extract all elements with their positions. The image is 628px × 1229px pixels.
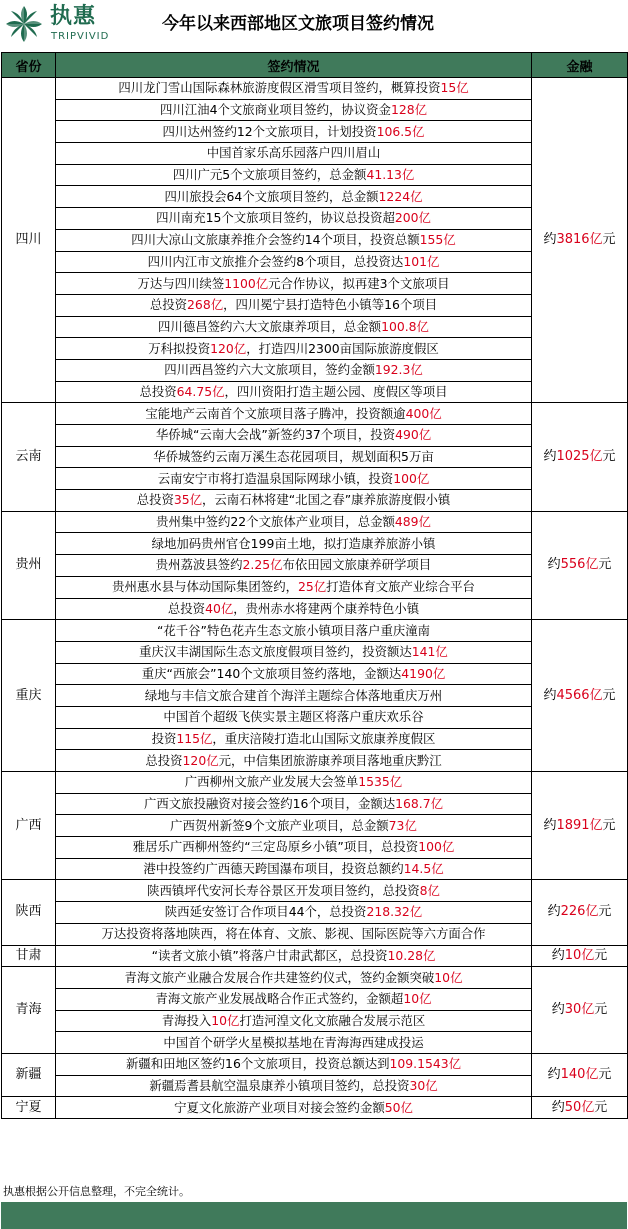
finance-amount: 30亿	[564, 1002, 595, 1018]
signing-cell	[56, 359, 532, 381]
signing-text: 华侨城“云南大会战”新签约37个项目，投资	[155, 427, 396, 443]
signing-cell	[56, 685, 532, 707]
signing-cell	[56, 164, 532, 186]
amount-highlight: 1535亿	[358, 774, 403, 790]
amount-highlight: 25亿	[298, 579, 327, 595]
signing-text: 万达投资将落地陕西，将在体育、文旅、影视、国际医院等六方面合作	[101, 926, 486, 942]
amount-highlight: 128亿	[390, 102, 427, 118]
signing-cell	[56, 945, 532, 967]
signing-cell	[56, 902, 532, 924]
finance-text: 约	[547, 557, 561, 573]
signing-text: ，云南石林将建“北国之春”康养旅游度假小镇	[202, 492, 451, 508]
signing-text: 新疆和田地区签约16个文旅项目，投资总额达到	[125, 1056, 390, 1072]
table-row	[2, 403, 628, 425]
signing-cell	[56, 576, 532, 598]
signing-text: 华侨城签约云南万溪生态花园项目，规划面积5万亩	[153, 449, 434, 465]
signing-cell	[56, 99, 532, 121]
table-row	[2, 1097, 628, 1119]
signing-text: 青海投入	[161, 1012, 212, 1028]
table-row	[2, 772, 628, 794]
brand-name-en: TRIPVIVID	[51, 31, 110, 42]
signing-text: 贵州集中签约22个文旅体产业项目，总金额	[156, 514, 395, 530]
signing-text: 总投资	[136, 492, 174, 508]
signing-text: ，打造四川2300亩国际旅游度假区	[246, 340, 439, 356]
signing-text: 贵州荔波县签约	[155, 557, 243, 573]
amount-highlight: 15亿	[440, 80, 469, 96]
signing-cell	[56, 143, 532, 165]
finance-text: 约	[543, 817, 557, 833]
finance-text: 元	[594, 1002, 608, 1018]
signing-cell	[56, 229, 532, 251]
table-row	[2, 78, 628, 100]
amount-highlight: 30亿	[409, 1077, 438, 1093]
finance-cell	[532, 772, 628, 880]
signing-cell	[56, 750, 532, 772]
amount-highlight: 268亿	[187, 297, 224, 313]
leaf-logo-icon	[4, 4, 44, 44]
table-header-row	[2, 53, 628, 78]
finance-cell	[532, 78, 628, 403]
signing-cell	[56, 1032, 532, 1054]
province-cell: 贵州	[2, 511, 56, 619]
province-cell: 云南	[2, 403, 56, 511]
page-title: 今年以来西部地区文旅项目签约情况	[162, 14, 434, 34]
signing-text: 布依田园文旅康养研学项目	[282, 557, 432, 573]
finance-text: 元	[598, 904, 612, 920]
table-row	[2, 511, 628, 533]
amount-highlight: 490亿	[395, 427, 432, 443]
finance-text: 元	[602, 449, 616, 465]
column-header-finance: 金融	[532, 53, 628, 78]
finance-text: 元	[602, 232, 616, 248]
column-header-signing: 签约情况	[56, 53, 532, 78]
table-row	[2, 967, 628, 989]
signing-text: “花千谷”特色花卉生态文旅小镇项目落户重庆潼南	[156, 622, 431, 638]
amount-highlight: 100.8亿	[381, 318, 429, 334]
signing-cell	[56, 251, 532, 273]
amount-highlight: 100亿	[418, 839, 455, 855]
finance-cell	[532, 945, 628, 967]
amount-highlight: 141亿	[411, 644, 448, 660]
signing-cell	[56, 121, 532, 143]
signing-cell	[56, 403, 532, 425]
amount-highlight: 8亿	[419, 882, 440, 898]
province-cell: 广西	[2, 772, 56, 880]
signing-text: 中国首个研学火星模拟基地在青海海西建成投运	[163, 1034, 424, 1050]
finance-cell	[532, 1097, 628, 1119]
signing-text: 四川江油4个文旅商业项目签约，协议资金	[160, 102, 391, 118]
finance-cell	[532, 403, 628, 511]
signing-text: 四川内江市文旅推介会签约8个项目，总投资达	[147, 253, 404, 269]
finance-cell	[532, 1053, 628, 1096]
finance-cell	[532, 511, 628, 619]
signing-cell	[56, 533, 532, 555]
table-row	[2, 880, 628, 902]
signing-cell	[56, 815, 532, 837]
signing-text: 四川旅投会64个文旅项目签约，总金额	[164, 188, 379, 204]
finance-amount: 4566亿	[556, 687, 603, 703]
finance-cell	[532, 880, 628, 945]
finance-text: 约	[551, 1099, 565, 1115]
finance-amount: 140亿	[560, 1067, 599, 1083]
signing-cell	[56, 880, 532, 902]
signing-text: 四川达州签约12个文旅项目，计划投资	[162, 123, 377, 139]
amount-highlight: 2.25亿	[242, 557, 283, 573]
signing-text: 总投资	[139, 383, 177, 399]
signing-text: 贵州惠水县与体动国际集团签约，	[112, 579, 298, 595]
signing-cell	[56, 511, 532, 533]
amount-highlight: 120亿	[210, 340, 247, 356]
signing-text: 广西柳州文旅产业发展大会签单	[184, 774, 359, 790]
province-cell: 重庆	[2, 620, 56, 772]
finance-text: 约	[543, 449, 557, 465]
signing-text: 绿地与丰信文旅合建首个海洋主题综合体落地重庆万州	[144, 687, 443, 703]
signing-text: 宁夏文化旅游产业项目对接会签约金额	[174, 1099, 385, 1115]
signing-cell	[56, 338, 532, 360]
finance-amount: 10亿	[564, 947, 595, 963]
finance-cell	[532, 620, 628, 772]
signing-text: 陕西镇坪代安河长寿谷景区开发项目签约，总投资	[147, 882, 420, 898]
signing-text: ，重庆涪陵打造北山国际文旅康养度假区	[212, 730, 436, 746]
finance-text: 元	[598, 1067, 612, 1083]
signing-text: ，四川冕宁县打造特色小镇等16个项目	[223, 297, 438, 313]
province-cell: 四川	[2, 78, 56, 403]
amount-highlight: 35亿	[173, 492, 203, 508]
signing-cell	[56, 1053, 532, 1075]
signing-text: 总投资	[167, 600, 206, 616]
signing-cell	[56, 490, 532, 512]
province-cell: 青海	[2, 967, 56, 1054]
signing-text: 四川广元5个文旅项目签约，总金额	[172, 167, 367, 183]
signing-text: 广西文旅投融资对接会签约16个项目，金额达	[143, 796, 396, 812]
signing-cell	[56, 294, 532, 316]
signing-text: 青海文旅产业融合发展合作共建签约仪式，签约金额突破	[124, 969, 435, 985]
signing-cell	[56, 620, 532, 642]
signing-text: 青海文旅产业发展战略合作正式签约，金额超	[155, 991, 404, 1007]
amount-highlight: 10亿	[403, 991, 432, 1007]
signing-text: “读者文旅小镇”将落户甘肃武都区，总投资	[151, 947, 388, 963]
finance-text: 约	[547, 904, 561, 920]
amount-highlight: 106.5亿	[376, 123, 425, 139]
signing-text: 陕西延安签订合作项目44个，总投资	[164, 904, 367, 920]
signing-cell	[56, 186, 532, 208]
signing-text: 中国首家乐高乐园落户四川眉山	[206, 145, 381, 161]
signing-cell	[56, 425, 532, 447]
signing-text: 四川西昌签约六大文旅项目，签约金额	[164, 362, 375, 378]
signing-text: ，贵州赤水将建两个康养特色小镇	[233, 600, 420, 616]
signing-cell	[56, 316, 532, 338]
finance-text: 约	[543, 232, 557, 248]
finance-amount: 556亿	[560, 557, 599, 573]
province-cell: 甘肃	[2, 945, 56, 967]
signing-text: 四川龙门雪山国际森林旅游度假区滑雪项目签约，概算投资	[118, 80, 441, 96]
finance-text: 约	[547, 1067, 561, 1083]
amount-highlight: 192.3亿	[374, 362, 423, 378]
amount-highlight: 489亿	[394, 514, 431, 530]
signing-cell	[56, 837, 532, 859]
signing-cell	[56, 728, 532, 750]
table-body	[2, 78, 628, 1119]
signing-text: 四川南充15个文旅项目签约，协议总投资超	[156, 210, 395, 226]
table-row	[2, 945, 628, 967]
signing-text: 投资	[151, 730, 177, 746]
finance-text: 约	[551, 947, 565, 963]
signing-cell	[56, 381, 532, 403]
finance-text: 元	[598, 557, 612, 573]
signing-text: 新疆焉耆县航空温泉康养小镇项目签约，总投资	[149, 1077, 410, 1093]
amount-highlight: 10亿	[211, 1012, 240, 1028]
finance-text: 约	[551, 1002, 565, 1018]
amount-highlight: 1100亿	[224, 275, 269, 291]
amount-highlight: 73亿	[388, 817, 417, 833]
signing-text: 总投资	[149, 297, 188, 313]
signing-cell	[56, 446, 532, 468]
signing-cell	[56, 273, 532, 295]
amount-highlight: 40亿	[205, 600, 234, 616]
province-cell: 宁夏	[2, 1097, 56, 1119]
signing-cell	[56, 641, 532, 663]
signing-text: 宝能地产云南首个文旅项目落子腾冲，投资额逾	[145, 405, 406, 421]
signing-text: 重庆“西旅会”140个文旅项目签约落地，金额达	[141, 665, 402, 681]
signing-cell	[56, 858, 532, 880]
amount-highlight: 101亿	[403, 253, 440, 269]
amount-highlight: 4190亿	[401, 665, 446, 681]
amount-highlight: 400亿	[405, 405, 442, 421]
signing-text: ，四川资阳打造主题公园、度假区等项目	[224, 383, 448, 399]
finance-amount: 226亿	[560, 904, 599, 920]
header	[0, 0, 628, 52]
table-row	[2, 620, 628, 642]
finance-text: 元	[594, 1099, 608, 1115]
province-cell: 陕西	[2, 880, 56, 945]
footnote: 执惠根据公开信息整理，不完全统计。	[3, 1185, 190, 1198]
amount-highlight: 41.13亿	[366, 167, 415, 183]
signing-text: 四川大凉山文旅康养推介会签约14个项目，投资总额	[131, 232, 420, 248]
amount-highlight: 100亿	[393, 470, 430, 486]
signing-text: 打造河湟文化文旅融合发展示范区	[239, 1012, 426, 1028]
amount-highlight: 218.32亿	[366, 904, 423, 920]
signing-text: 元，中信集团旅游康养项目落地重庆黔江	[218, 752, 442, 768]
amount-highlight: 120亿	[182, 752, 219, 768]
signing-cell	[56, 468, 532, 490]
signing-text: 元合作协议，拟再建3个文旅项目	[268, 275, 450, 291]
signing-table	[1, 52, 628, 1119]
signing-text: 总投资	[145, 752, 183, 768]
amount-highlight: 200亿	[394, 210, 431, 226]
amount-highlight: 155亿	[419, 232, 456, 248]
signing-cell	[56, 208, 532, 230]
finance-text: 约	[543, 687, 557, 703]
amount-highlight: 115亿	[176, 730, 213, 746]
signing-cell	[56, 1075, 532, 1097]
signing-cell	[56, 78, 532, 100]
finance-amount: 3816亿	[556, 232, 603, 248]
signing-cell	[56, 772, 532, 794]
brand-name: 执惠	[50, 4, 97, 29]
finance-amount: 1025亿	[556, 449, 603, 465]
amount-highlight: 1224亿	[378, 188, 423, 204]
signing-cell	[56, 598, 532, 620]
signing-text: 打造体育文旅产业综合平台	[326, 579, 475, 595]
signing-cell	[56, 923, 532, 945]
signing-text: 重庆汉丰湖国际生态文旅度假项目签约，投资额达	[139, 644, 412, 660]
finance-text: 元	[602, 817, 616, 833]
signing-text: 中国首个超级飞侠实景主题区将落户重庆欢乐谷	[163, 709, 424, 725]
signing-text: 云南安宁市将打造温泉国际网球小镇，投资	[157, 470, 394, 486]
signing-cell	[56, 706, 532, 728]
amount-highlight: 14.5亿	[403, 861, 444, 877]
signing-cell	[56, 793, 532, 815]
amount-highlight: 10.28亿	[387, 947, 436, 963]
signing-text: 广西贺州新签9个文旅产业项目，总金额	[170, 817, 389, 833]
finance-text: 元	[602, 687, 616, 703]
signing-cell	[56, 555, 532, 577]
amount-highlight: 50亿	[384, 1099, 413, 1115]
signing-cell	[56, 663, 532, 685]
signing-cell	[56, 1097, 532, 1119]
signing-text: 雅居乐广西柳州签约“三定岛原乡小镇”项目，总投资	[132, 839, 419, 855]
signing-text: 万达与四川续签	[137, 275, 225, 291]
column-header-province: 省份	[2, 53, 56, 78]
amount-highlight: 10亿	[434, 969, 463, 985]
finance-cell	[532, 967, 628, 1054]
amount-highlight: 64.75亿	[176, 383, 225, 399]
amount-highlight: 109.1543亿	[389, 1056, 462, 1072]
table-row	[2, 1053, 628, 1075]
finance-amount: 50亿	[564, 1099, 595, 1115]
signing-cell	[56, 988, 532, 1010]
signing-text: 万科拟投资	[148, 340, 211, 356]
amount-highlight: 168.7亿	[395, 796, 444, 812]
signing-text: 四川德昌签约六大文旅康养项目，总金额	[158, 318, 382, 334]
footer-bar	[1, 1202, 627, 1229]
signing-cell	[56, 1010, 532, 1032]
finance-amount: 1891亿	[556, 817, 603, 833]
province-cell: 新疆	[2, 1053, 56, 1096]
signing-text: 港中投签约广西德天跨国瀑布项目，投资总额约	[143, 861, 404, 877]
signing-cell	[56, 967, 532, 989]
finance-text: 元	[594, 947, 608, 963]
signing-text: 绿地加码贵州官仓199亩土地，拟打造康养旅游小镇	[151, 535, 436, 551]
